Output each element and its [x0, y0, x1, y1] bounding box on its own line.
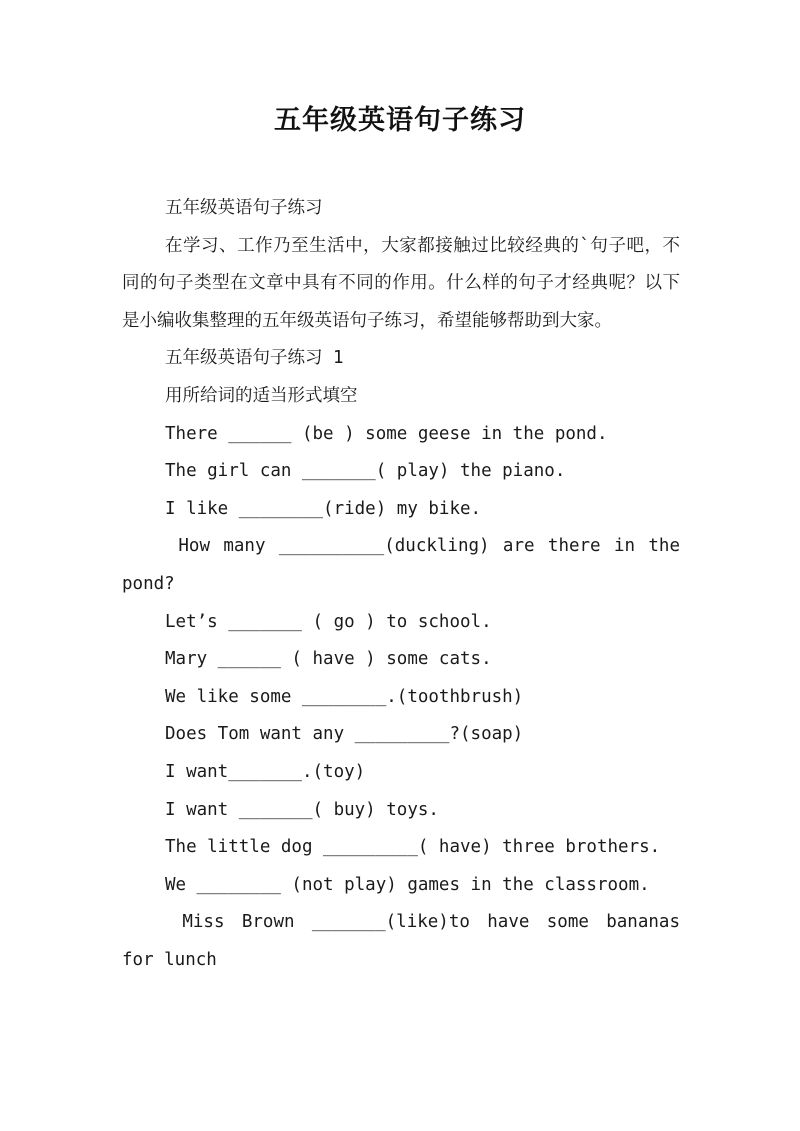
exercise-item: Does Tom want any _________?(soap)	[165, 724, 524, 745]
exercise-item: Miss Brown _______(like)to have some bananas for lunch	[122, 912, 691, 970]
exercise-item: Let’s _______ ( go ) to school.	[165, 611, 492, 632]
exercise-item: We like some ________.(toothbrush)	[165, 686, 524, 707]
subtitle-paragraph: 五年级英语句子练习	[165, 198, 323, 218]
exercise-item: I like ________(ride) my bike.	[165, 498, 482, 519]
exercise-item: Mary ______ ( have ) some cats.	[165, 649, 492, 670]
exercise-item: There ______ (be ) some geese in the pond.	[165, 423, 608, 444]
exercise-item: We ________ (not play) games in the classroom.	[165, 874, 650, 895]
exercise-item: How many __________(duckling) are there in the pond?	[122, 536, 691, 594]
intro-paragraph: 在学习、工作乃至生活中，大家都接触过比较经典的`句子吧，不同的句子类型在文章中具有不同的作用。什么样的句子才经典呢？以下是小编收集整理的五年级英语句子练习，希望能够帮助到大家。	[122, 235, 680, 331]
section-heading: 五年级英语句子练习 1	[165, 348, 344, 369]
document-title: 五年级英语句子练习	[274, 105, 526, 136]
exercise-item: The little dog _________( have) three brothers.	[165, 837, 661, 858]
exercise-item: The girl can _______( play) the piano.	[165, 461, 566, 482]
document-body	[122, 190, 691, 979]
exercise-item: I want_______.(toy)	[165, 761, 366, 782]
instruction-line: 用所给词的适当形式填空	[165, 385, 358, 406]
exercise-item: I want _______( buy) toys.	[165, 799, 439, 820]
